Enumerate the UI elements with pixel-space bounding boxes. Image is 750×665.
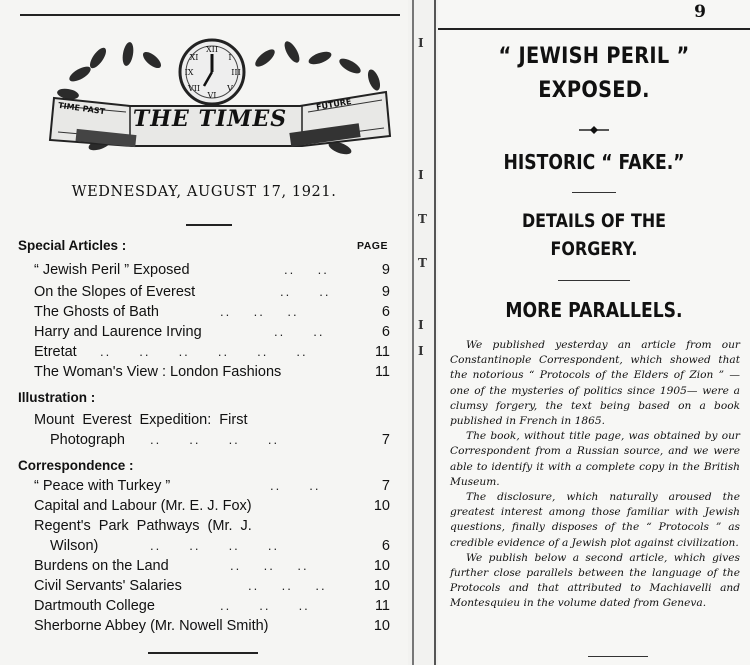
article-paragraph: The disclosure, which naturally aroused the greatest interest among those familiar with Jewish questions, finally disposes of the “ Protocols ” as credible evidence of a Jewish plot against civilization. [450,491,740,549]
toc-title: Sherborne Abbey (Mr. Nowell Smith) [34,618,269,634]
svg-text:VII: VII [187,84,201,93]
toc-page: 10 [373,558,390,574]
bottom-rule [148,652,258,654]
article-body [450,338,740,612]
toc-page: 11 [374,344,390,360]
svg-text:VI: VI [207,91,217,100]
date-rule [186,224,232,226]
toc-row [34,598,390,618]
toc-title: The Woman's View : London Fashions [34,364,282,380]
toc-page: 6 [381,538,390,554]
toc-row [34,498,390,518]
leader-dots: .. .. .. [220,598,310,613]
toc-title-continued: Photograph [50,432,125,448]
toc-title: Harry and Laurence Irving [34,324,202,340]
toc-row [34,324,390,344]
divider-rule [558,280,630,281]
toc-row [34,284,390,304]
toc-page: 10 [373,578,390,594]
toc-title: “ Peace with Turkey ” [34,478,171,494]
toc-title: “ Jewish Peril ” Exposed [34,262,190,278]
gutter-line [434,0,436,665]
toc-page: 7 [381,432,390,448]
subheadline-fake: HISTORIC “ FAKE.” [503,150,685,174]
toc-title: Mount Everest Expedition: First [34,412,248,428]
leader-dots: .. .. .. [220,304,299,319]
toc-title: Etretat [34,344,77,360]
leader-dots: .. .. [274,324,325,339]
masthead-title: THE TIMES [132,106,288,132]
toc-row [34,478,390,498]
toc-page: 10 [373,618,390,634]
svg-text:IX: IX [184,68,194,77]
leader-dots: .. .. [270,478,321,493]
gutter-fragment: T [418,256,427,270]
leader-dots: .. .. .. .. .. .. [100,344,308,359]
toc-row [34,412,390,432]
masthead-banner-left: TIME PAST [57,100,106,117]
headline-line: “ JEWISH PERIL ” [498,44,690,69]
gutter-fragment: I [418,36,424,50]
masthead-banner-right: FUTURE [315,96,353,113]
toc-row [34,304,390,324]
svg-text:V: V [227,84,233,93]
toc-title: Capital and Labour (Mr. E. J. Fox) [34,498,252,514]
toc-title: Civil Servants' Salaries [34,578,182,594]
toc-title: The Ghosts of Bath [34,304,159,320]
column-gutter [408,0,438,665]
toc-page: 7 [381,478,390,494]
toc-page: 6 [381,324,390,340]
toc-page: 6 [381,304,390,320]
toc-title: On the Slopes of Everest [34,284,196,300]
toc-page: 10 [373,498,390,514]
toc-page: 9 [381,284,390,300]
subheadline-parallels: MORE PARALLELS. [505,298,683,322]
toc-row [34,344,390,364]
article-paragraph: The book, without title page, was obtained by our Correspondent from a Russian source, and we were able to identify it with a complete copy in the British Museum. [450,430,740,488]
toc-title: Burdens on the Land [34,558,169,574]
leader-dots: .. .. .. .. [150,538,280,553]
toc-row [50,432,390,452]
page-number: 9 [694,2,706,22]
gutter-fragment: I [418,168,424,182]
gutter-fragment: I [418,318,424,332]
top-rule [20,14,400,16]
section-heading-correspondence: Correspondence : [18,458,134,473]
section-heading-special-articles: Special Articles : [18,238,127,253]
toc-row [34,364,390,384]
leader-dots: .. .. .. .. [150,432,280,447]
toc-title: Regent's Park Pathways (Mr. J. [34,518,252,534]
divider-rule [572,192,616,193]
bottom-rule [588,656,648,657]
gutter-fragment: T [418,212,427,226]
svg-text:XII: XII [205,45,219,54]
toc-row [34,558,390,578]
headline-line: EXPOSED. [538,78,650,103]
toc-page: 9 [381,262,390,278]
toc-title: Dartmouth College [34,598,155,614]
main-headline [457,40,732,108]
toc-row [50,538,390,558]
toc-page: 11 [374,598,390,614]
article-paragraph: We published yesterday an article from our Constantinople Correspondent, which showed that the notorious “ Protocols of the Elders of Zion ” — one of the mysteries of politics since 1905— were a clumsy forgery, the text being based on a book published in French in 1865. [450,339,740,428]
gutter-fragment: I [418,344,424,358]
svg-text:III: III [231,68,241,77]
toc-row [34,262,390,282]
toc-row [34,618,390,638]
headline-line: FORGERY. [550,239,638,260]
subheadline-details [460,208,728,264]
leader-dots: .. .. .. [230,558,309,573]
top-rule [438,28,750,30]
article-paragraph: We publish below a second article, which gives further close parallels between the language of the Protocols and that attributed to Machiavelli and Montesquieu in the volume dated from Geneva. [450,551,740,610]
svg-text:I: I [228,53,232,62]
ornament-rule [579,126,609,134]
toc-row [34,578,390,598]
gutter-line [412,0,414,665]
toc-row [34,518,390,538]
toc-title-continued: Wilson) [50,538,99,554]
leader-dots: .. .. [284,262,329,277]
leader-dots: .. .. [280,284,331,299]
article-column [438,0,750,665]
headline-line: DETAILS OF THE [521,211,667,232]
toc-page: 11 [374,364,390,380]
issue-date: WEDNESDAY, AUGUST 17, 1921. [71,184,337,200]
leader-dots: .. .. .. [248,578,327,593]
page-column-header: PAGE [357,240,388,252]
svg-text:XI: XI [189,53,199,62]
section-heading-illustration: Illustration : [18,390,96,405]
